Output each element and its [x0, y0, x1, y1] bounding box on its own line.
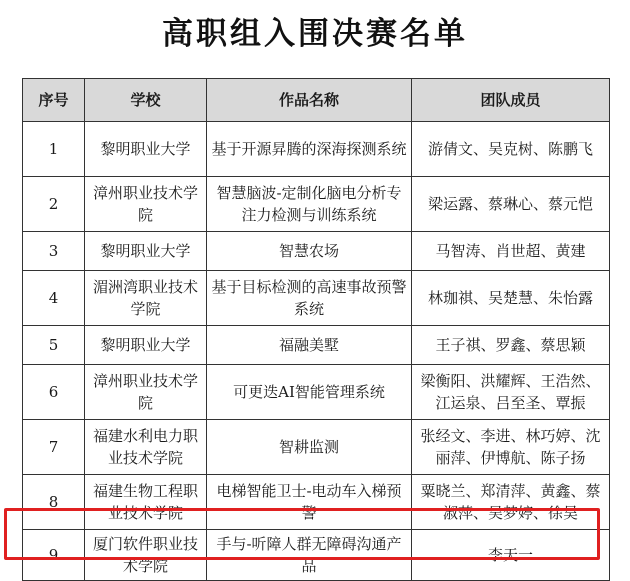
- row-project: 智耕监测: [207, 420, 412, 475]
- row-number: 9: [23, 530, 85, 581]
- row-school: 福建水利电力职业技术学院: [85, 420, 207, 475]
- row-number: 4: [23, 271, 85, 326]
- row-number: 5: [23, 326, 85, 365]
- row-school: 漳州职业技术学院: [85, 365, 207, 420]
- row-project: 福融美墅: [207, 326, 412, 365]
- row-school: 厦门软件职业技术学院: [85, 530, 207, 581]
- row-project: 基于目标检测的高速事故预警系统: [207, 271, 412, 326]
- row-project: 智慧农场: [207, 232, 412, 271]
- row-school: 黎明职业大学: [85, 122, 207, 177]
- row-number: 3: [23, 232, 85, 271]
- table-row: [23, 326, 610, 365]
- table-row: [23, 420, 610, 475]
- row-school: 黎明职业大学: [85, 232, 207, 271]
- row-members: 李天一: [412, 530, 610, 581]
- column-header-members: 团队成员: [412, 79, 610, 122]
- row-members: 王子祺、罗鑫、蔡思颖: [412, 326, 610, 365]
- finalists-table: [22, 78, 610, 581]
- row-members: 马智涛、肖世超、黄建: [412, 232, 610, 271]
- row-members: 张经文、李进、林巧婷、沈丽萍、伊博航、陈子扬: [412, 420, 610, 475]
- row-project: 基于开源昇腾的深海探测系统: [207, 122, 412, 177]
- row-members: 梁运露、蔡琳心、蔡元恺: [412, 177, 610, 232]
- column-header-school: 学校: [85, 79, 207, 122]
- row-members: 梁衡阳、洪耀辉、王浩然、江运泉、吕至圣、覃振: [412, 365, 610, 420]
- row-project: 可更迭AI智能管理系统: [207, 365, 412, 420]
- row-number: 2: [23, 177, 85, 232]
- row-members: 林珈祺、吴楚慧、朱怡露: [412, 271, 610, 326]
- row-number: 1: [23, 122, 85, 177]
- table-row: [23, 232, 610, 271]
- row-school: 福建生物工程职业技术学院: [85, 475, 207, 530]
- page-title: 高职组入围决赛名单: [162, 16, 468, 52]
- table-row: [23, 365, 610, 420]
- row-number: 7: [23, 420, 85, 475]
- row-project: 智慧脑波-定制化脑电分析专注力检测与训练系统: [207, 177, 412, 232]
- row-members: 粟晓兰、郑清萍、黄鑫、蔡淑萍、吴梦婷、徐昊: [412, 475, 610, 530]
- row-school: 黎明职业大学: [85, 326, 207, 365]
- column-header-number: 序号: [23, 79, 85, 122]
- row-project: 手与-听障人群无障碍沟通产品: [207, 530, 412, 581]
- column-header-project: 作品名称: [207, 79, 412, 122]
- table-row: [23, 271, 610, 326]
- table-row-highlighted: [23, 530, 610, 581]
- row-project: 电梯智能卫士-电动车入梯预警: [207, 475, 412, 530]
- row-members: 游倩文、吴克树、陈鹏飞: [412, 122, 610, 177]
- row-number: 6: [23, 365, 85, 420]
- table-row: [23, 475, 610, 530]
- table-row: [23, 177, 610, 232]
- table-row: [23, 122, 610, 177]
- row-school: 漳州职业技术学院: [85, 177, 207, 232]
- table-header-row: [23, 79, 610, 122]
- row-school: 湄洲湾职业技术学院: [85, 271, 207, 326]
- row-number: 8: [23, 475, 85, 530]
